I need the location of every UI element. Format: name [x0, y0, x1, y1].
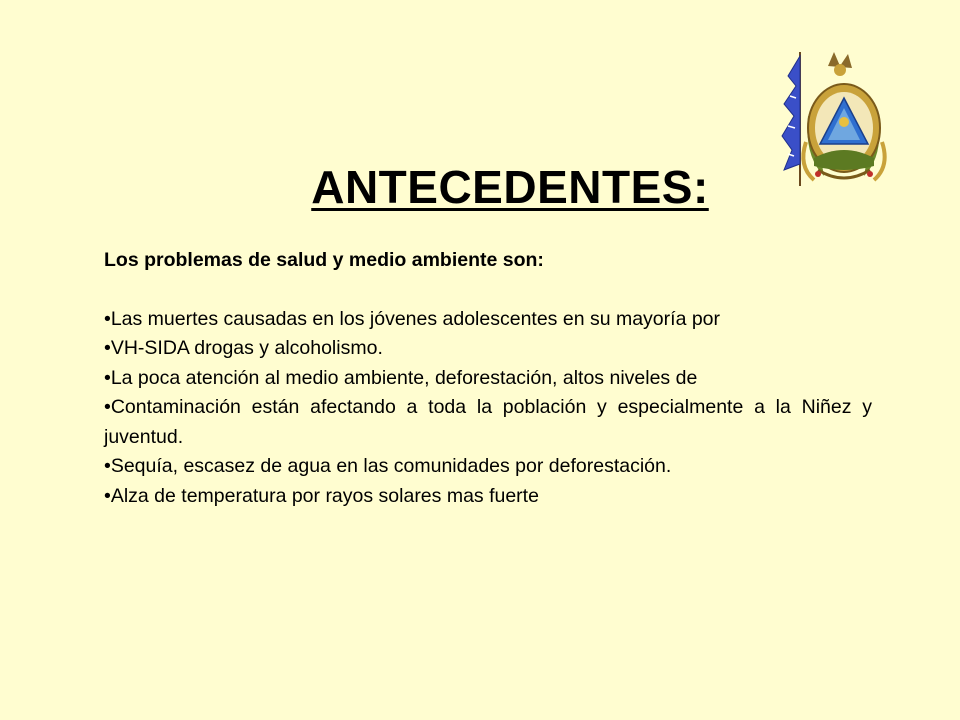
bullet-item: •Las muertes causadas en los jóvenes adolescentes en su mayoría por: [104, 307, 721, 330]
bullet-item: •Contaminación están afectando a toda la población y especialmente a la Niñez y juventud.: [104, 396, 872, 448]
bullet-item: •Alza de temperatura por rayos solares mas fuerte: [104, 484, 539, 507]
bullet-item: •Sequía, escasez de agua en las comunidades por deforestación.: [104, 455, 672, 477]
slide-title: ANTECEDENTES:: [311, 161, 709, 213]
intro-heading: Los problemas de salud y medio ambiente son:: [104, 249, 544, 271]
bullet-item: •La poca atención al medio ambiente, deforestación, altos niveles de: [104, 366, 698, 389]
bullet-item: •VH-SIDA drogas y alcoholismo.: [104, 337, 383, 359]
slide-body: [104, 246, 872, 511]
